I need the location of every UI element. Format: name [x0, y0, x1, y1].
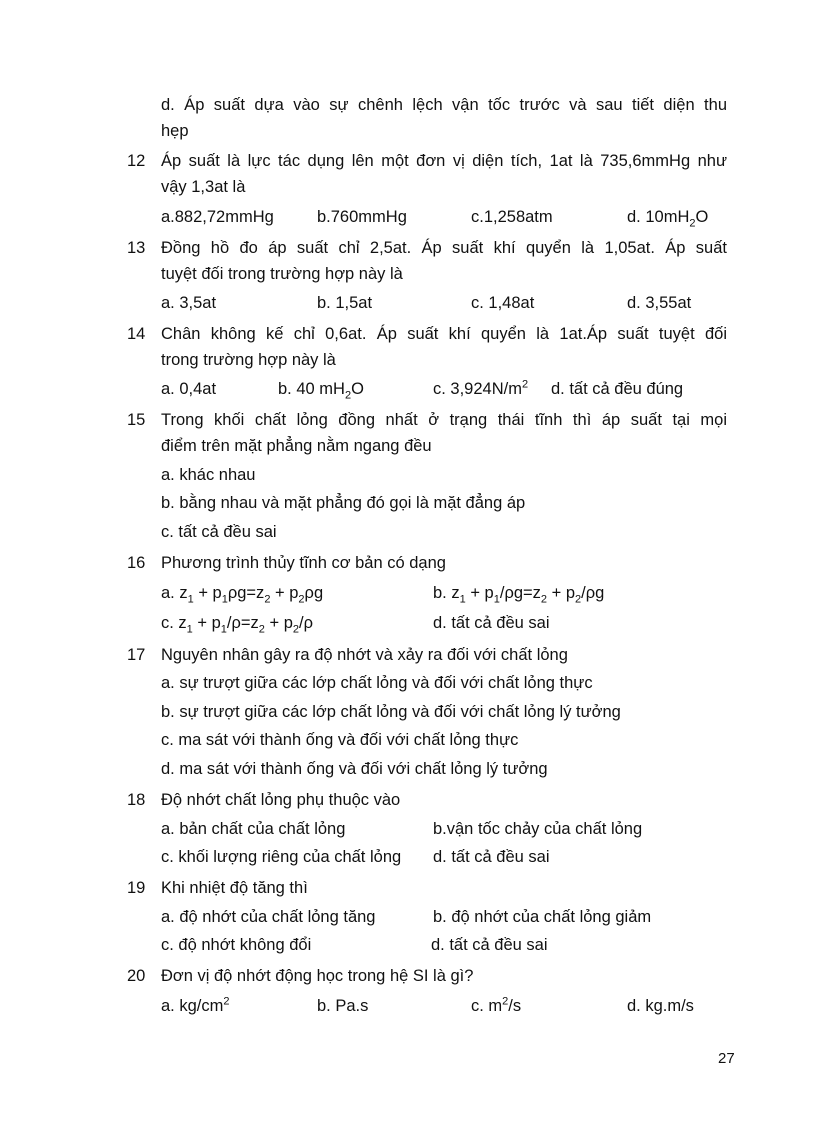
q14-option-b: b. 40 $mH_2O$	[278, 380, 364, 402]
q15-stem-line1: Trong khối chất lỏng đồng nhất ở trạng thái tĩnh thì áp suất tại mọi	[161, 411, 727, 429]
q14-option-d: d. tất cả đều đúng	[551, 380, 684, 398]
q20-number: 20	[127, 967, 146, 985]
q12-option-c: c.1,258atm	[471, 208, 553, 226]
q20-option-a: a. $kg/cm^2$	[161, 995, 230, 1015]
q17-option-c: c. ma sát với thành ống và đối với chất lỏng thực	[161, 731, 519, 749]
q17-number: 17	[127, 646, 146, 664]
q18-option-d: d. tất cả đều sai	[433, 848, 550, 866]
q17-stem: Nguyên nhân gây ra độ nhớt và xảy ra đối với chất lỏng	[161, 646, 568, 664]
q12-option-b: b.760mmHg	[317, 208, 407, 226]
q14-stem-line1: Chân không kế chỉ 0,6at. Áp suất khí quyển là 1at.Áp suất tuyệt đối	[161, 325, 727, 343]
q13-stem-line2: tuyệt đối trong trường hợp này là	[161, 265, 403, 283]
q15-stem-line2: điểm trên mặt phẳng nằm ngang đều	[161, 437, 432, 455]
q12-number: 12	[127, 152, 146, 170]
q17-option-a: a. sự trượt giữa các lớp chất lỏng và đối với chất lỏng thực	[161, 674, 593, 692]
q14-number: 14	[127, 325, 146, 343]
q16-option-d: d. tất cả đều sai	[433, 614, 550, 632]
q20-stem: Đơn vị độ nhớt động học trong hệ SI là gì?	[161, 967, 474, 985]
q20-option-d: d. kg.m/s	[627, 997, 694, 1015]
q13-option-d: d. 3,55at	[627, 294, 692, 312]
q15-option-c: c. tất cả đều sai	[161, 523, 277, 541]
q19-option-a: a. độ nhớt của chất lỏng tăng	[161, 908, 376, 926]
q14-option-a: a. 0,4at	[161, 380, 217, 398]
q15-number: 15	[127, 411, 146, 429]
q20-option-b: b. Pa.s	[317, 997, 369, 1015]
q17-option-b: b. sự trượt giữa các lớp chất lỏng và đối với chất lỏng lý tưởng	[161, 703, 621, 721]
page-number: 27	[718, 1050, 735, 1067]
q16-option-c: c. $z_1 + p_1/\rho=z_2 + p_2/\rho$	[161, 614, 313, 636]
q18-option-a: a. bản chất của chất lỏng	[161, 820, 346, 838]
q11-option-d-line2: hẹp	[161, 122, 189, 140]
q18-stem: Độ nhớt chất lỏng phụ thuộc vào	[161, 791, 401, 809]
q20-option-c: c. $m^2/s$	[471, 995, 522, 1015]
q16-option-b: b. $z_1 + p_1/\rho g=z_2 + p_2/\rho g$	[433, 584, 605, 606]
q12-option-d: d. $10mH_2O$	[627, 208, 709, 230]
q19-number: 19	[127, 879, 146, 897]
q15-option-b: b. bằng nhau và mặt phẳng đó gọi là mặt đẳng áp	[161, 494, 526, 512]
q13-option-c: c. 1,48at	[471, 294, 535, 312]
q12-option-a: a.882,72mmHg	[161, 208, 274, 226]
q19-stem: Khi nhiệt độ tăng thì	[161, 879, 308, 897]
q16-stem: Phương trình thủy tĩnh cơ bản có dạng	[161, 554, 446, 572]
q13-option-b: b. 1,5at	[317, 294, 373, 312]
q13-stem-line1: Đồng hồ đo áp suất chỉ 2,5at. Áp suất khí quyển là 1,05at. Áp suất	[161, 239, 727, 257]
q19-option-d: d. tất cả đều sai	[431, 936, 548, 954]
q19-option-b: b. độ nhớt của chất lỏng giảm	[433, 908, 652, 926]
q15-option-a: a. khác nhau	[161, 466, 256, 484]
q19-option-c: c. độ nhớt không đổi	[161, 936, 312, 954]
q18-number: 18	[127, 791, 146, 809]
q18-option-b: b.vận tốc chảy của chất lỏng	[433, 820, 643, 838]
q12-stem-line1: Áp suất là lực tác dụng lên một đơn vị diện tích, 1at là 735,6mmHg như	[161, 152, 727, 170]
q14-stem-line2: trong trường hợp này là	[161, 351, 336, 369]
q12-stem-line2: vậy 1,3at là	[161, 178, 246, 196]
q13-number: 13	[127, 239, 146, 257]
q17-option-d: d. ma sát với thành ống và đối với chất lỏng lý tưởng	[161, 760, 548, 778]
q13-option-a: a. 3,5at	[161, 294, 217, 312]
q18-option-c: c. khối lượng riêng của chất lỏng	[161, 848, 402, 866]
q14-option-c: c. $3,924N/m^2$	[433, 378, 529, 398]
q11-option-d-line1: d. Áp suất dựa vào sự chênh lệch vận tốc trước và sau tiết diện thu	[161, 96, 727, 114]
q16-option-a: a. $z_1 + p_1\rho g=z_2 + p_2\rho g$	[161, 584, 324, 606]
q16-number: 16	[127, 554, 146, 572]
